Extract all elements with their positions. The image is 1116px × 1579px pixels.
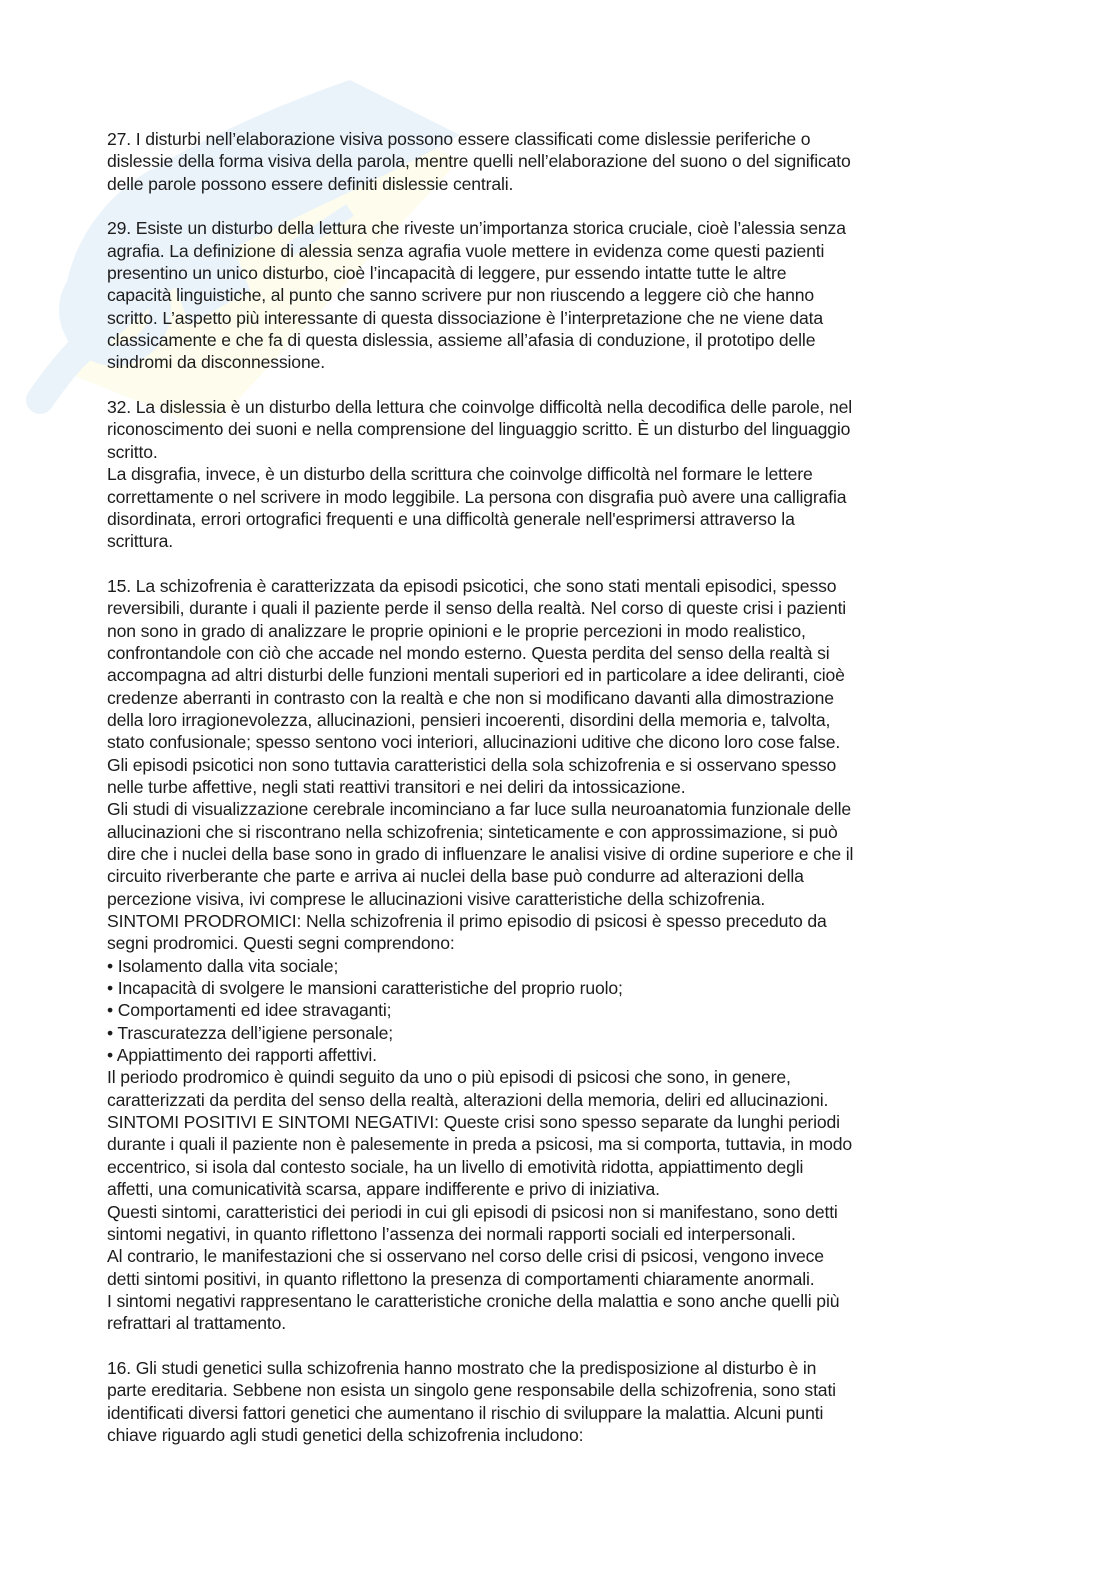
text-line: scrittura.: [107, 531, 173, 552]
text-line: accompagna ad altri disturbi delle funzioni mentali superiori ed in particolare a idee deliranti, cioè: [107, 665, 845, 686]
text-line: disordinata, errori ortografici frequenti e una difficoltà generale nell'esprimersi attraverso la: [107, 508, 795, 529]
text-line: sindromi da disconnessione.: [107, 352, 325, 373]
text-line: percezione visiva, ivi comprese le allucinazioni visive caratteristiche della schizofrenia.: [107, 888, 766, 909]
text-line: scritto. L’aspetto più interessante di questa dissociazione è l’interpretazione che ne viene data: [107, 307, 824, 328]
text-line: La disgrafia, invece, è un disturbo della scrittura che coinvolge difficoltà nel formare le lettere: [107, 464, 813, 485]
list-item: • Appiattimento dei rapporti affettivi.: [107, 1045, 377, 1066]
text-line: 16. Gli studi genetici sulla schizofrenia hanno mostrato che la predisposizione al disturbo è in: [107, 1357, 817, 1378]
text-line: 27. I disturbi nell’elaborazione visiva possono essere classificati come dislessie periferiche o: [107, 129, 811, 149]
text-line: segni prodromici. Questi segni comprendono:: [107, 933, 455, 954]
list-item: • Comportamenti ed idee stravaganti;: [107, 1000, 392, 1021]
text-line: agrafia. La definizione di alessia senza agrafia vuole mettere in evidenza come questi pazienti: [107, 240, 825, 261]
paragraph-29: [107, 217, 1017, 373]
text-line: caratterizzati da perdita del senso della realtà, alterazioni della memoria, deliri ed allucinazioni.: [107, 1089, 829, 1110]
text-line: scritto.: [107, 441, 158, 462]
text-line: 29. Esiste un disturbo della lettura che riveste un’importanza storica cruciale, cioè l’alessia senza: [107, 218, 846, 239]
text-line: SINTOMI POSITIVI E SINTOMI NEGATIVI: Queste crisi sono spesso separate da lunghi periodi: [107, 1112, 840, 1133]
text-line: chiave riguardo agli studi genetici della schizofrenia includono:: [107, 1424, 584, 1445]
text-line: non sono in grado di analizzare le proprie opinioni e le proprie percezioni in modo realistico,: [107, 620, 806, 641]
text-line: credenze aberranti in contrasto con la realtà e che non si modificano davanti alla dimostrazione: [107, 687, 834, 708]
text-line: sintomi negativi, in quanto riflettono l’assenza dei normali rapporti sociali ed interpersonali.: [107, 1223, 796, 1244]
paragraph-16: [107, 1357, 1017, 1446]
text-line: refrattari al trattamento.: [107, 1313, 286, 1334]
text-line: stato confusionale; spesso sentono voci interiori, allucinazioni uditive che dicono loro cose false.: [107, 732, 841, 753]
text-line: dislessie della forma visiva della parola, mentre quelli nell’elaborazione del suono o del significato: [107, 151, 851, 172]
text-line: nelle turbe affettive, negli stati reattivi transitori e nei deliri da intossicazione.: [107, 776, 686, 797]
document-body: [107, 128, 1017, 1446]
text-line: correttamente o nel scrivere in modo leggibile. La persona con disgrafia può avere una calligrafia: [107, 486, 847, 507]
text-line: 15. La schizofrenia è caratterizzata da episodi psicotici, che sono stati mentali episodici, spesso: [107, 575, 837, 596]
text-line: 32. La dislessia è un disturbo della lettura che coinvolge difficoltà nella decodifica delle parole, nel: [107, 397, 853, 418]
text-line: Gli episodi psicotici non sono tuttavia caratteristici della sola schizofrenia e si osservano spesso: [107, 754, 837, 775]
text-line: I sintomi negativi rappresentano le caratteristiche croniche della malattia e sono anche quelli più: [107, 1290, 840, 1311]
text-line: dire che i nuclei della base sono in grado di influenzare le analisi visive di ordine superiore e che il: [107, 844, 854, 864]
text-line: durante i quali il paziente non è palesemente in preda a psicosi, ma si comporta, tuttavia, in modo: [107, 1134, 853, 1155]
text-line: parte ereditaria. Sebbene non esista un singolo gene responsabile della schizofrenia, sono stati: [107, 1380, 836, 1401]
text-line: detti sintomi positivi, in quanto riflettono la presenza di comportamenti chiaramente anormali.: [107, 1268, 815, 1289]
text-line: Gli studi di visualizzazione cerebrale incominciano a far luce sulla neuroanatomia funzionale delle: [107, 799, 852, 820]
text-line: eccentrico, si isola dal contesto sociale, ha un livello di emotività ridotta, appiattimento degli: [107, 1156, 804, 1177]
text-line: capacità linguistiche, al punto che sanno scrivere pur non riuscendo a leggere ciò che hanno: [107, 285, 815, 306]
list-item: • Incapacità di svolgere le mansioni caratteristiche del proprio ruolo;: [107, 978, 623, 999]
text-line: delle parole possono essere definiti dislessie centrali.: [107, 173, 514, 194]
list-item: • Isolamento dalla vita sociale;: [107, 955, 339, 976]
list-item: • Trascuratezza dell’igiene personale;: [107, 1022, 394, 1043]
text-line: Questi sintomi, caratteristici dei periodi in cui gli episodi di psicosi non si manifestano, sono detti: [107, 1201, 838, 1222]
text-line: affetti, una comunicatività scarsa, appare indifferente e privo di iniziativa.: [107, 1179, 660, 1200]
text-line: confrontandole con ciò che accade nel mondo esterno. Questa perdita del senso della realtà si: [107, 642, 830, 663]
text-line: Il periodo prodromico è quindi seguito da uno o più episodi di psicosi che sono, in genere,: [107, 1067, 791, 1088]
paragraph-27: [107, 128, 1017, 195]
text-line: allucinazioni che si riscontrano nella schizofrenia; sinteticamente e con approssimazione, si può: [107, 821, 838, 842]
text-line: SINTOMI PRODROMICI: Nella schizofrenia il primo episodio di psicosi è spesso preceduto da: [107, 911, 827, 932]
text-line: riconoscimento dei suoni e nella comprensione del linguaggio scritto. È un disturbo del linguaggio: [107, 419, 851, 440]
text-line: circuito riverberante che parte e arriva ai nuclei della base può condurre ad alterazioni della: [107, 866, 804, 887]
text-line: della loro irragionevolezza, allucinazioni, pensieri incoerenti, disordini della memoria e, talvolta,: [107, 709, 831, 730]
text-line: reversibili, durante i quali il paziente perde il senso della realtà. Nel corso di queste crisi i pazienti: [107, 598, 847, 619]
text-line: Al contrario, le manifestazioni che si osservano nel corso delle crisi di psicosi, vengono invece: [107, 1246, 824, 1267]
text-line: identificati diversi fattori genetici che aumentano il rischio di sviluppare la malattia. Alcuni punti: [107, 1402, 824, 1423]
text-line: presentino un unico disturbo, cioè l’incapacità di leggere, pur essendo intatte tutte le altre: [107, 263, 787, 284]
paragraph-15: [107, 575, 1017, 1335]
paragraph-32: [107, 396, 1017, 552]
text-line: classicamente e che fa di questa dislessia, assieme all’afasia di conduzione, il prototipo delle: [107, 330, 816, 351]
